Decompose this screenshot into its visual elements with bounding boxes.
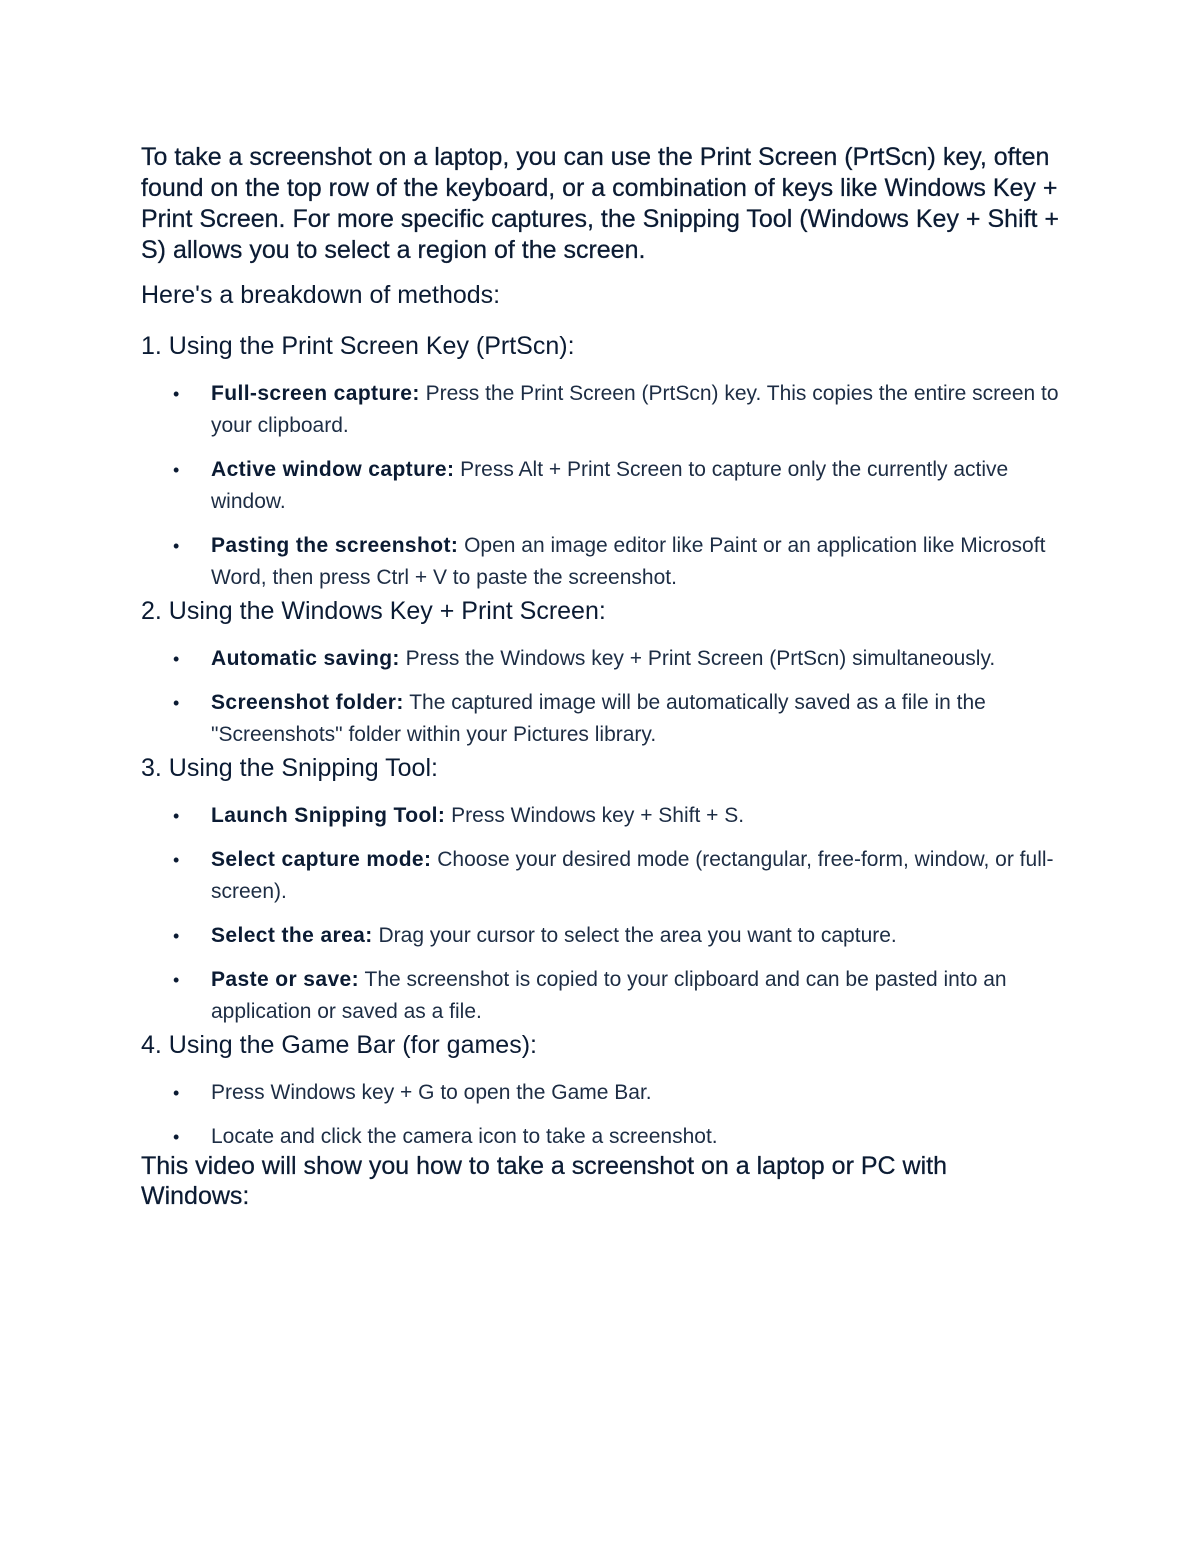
item-term: Select capture mode: [211, 848, 432, 871]
bullet-icon: • [173, 649, 180, 669]
bullet-icon: • [173, 384, 180, 404]
list-item [141, 1121, 1061, 1153]
item-term: Active window capture: [211, 458, 455, 481]
item-text: Open an image editor like Paint or an application like Microsoft Word, then press Ctrl + V to paste the screenshot. [211, 534, 1046, 589]
item-text: Choose your desired mode (rectangular, free-form, window, or full-screen). [211, 848, 1054, 903]
list-item [141, 920, 1061, 952]
item-term: Launch Snipping Tool: [211, 804, 446, 827]
bullet-icon: • [173, 536, 180, 556]
bullet-icon: • [173, 806, 180, 826]
item-text: The screenshot is copied to your clipboard and can be pasted into an application or saved as a file. [211, 968, 1007, 1023]
item-text: Press the Print Screen (PrtScn) key. This copies the entire screen to your clipboard. [211, 382, 1059, 437]
list-item [141, 1077, 1061, 1109]
section-heading: 4. Using the Game Bar (for games): [141, 1031, 537, 1059]
bullet-list [141, 800, 1061, 1028]
list-item [141, 643, 1061, 675]
section-windows-print-screen [141, 596, 1061, 751]
document-content [141, 142, 1061, 1211]
section-heading: 3. Using the Snipping Tool: [141, 754, 438, 782]
methods-lead: Here's a breakdown of methods: [141, 281, 501, 309]
list-item [141, 800, 1061, 832]
bullet-icon: • [173, 926, 180, 946]
bullet-list [141, 643, 1061, 751]
item-term: Automatic saving: [211, 647, 400, 670]
item-text: Locate and click the camera icon to take a screenshot. [211, 1125, 718, 1148]
bullet-list [141, 1077, 1061, 1153]
list-item [141, 844, 1061, 908]
item-term: Paste or save: [211, 968, 360, 991]
list-item [141, 378, 1061, 442]
section-game-bar [141, 1030, 1061, 1153]
section-heading: 2. Using the Windows Key + Print Screen: [141, 597, 606, 625]
item-text: The captured image will be automatically saved as a file in the "Screenshots" folder within your Pictures library. [211, 691, 986, 746]
bullet-icon: • [173, 460, 180, 480]
section-snipping-tool [141, 753, 1061, 1028]
list-item [141, 530, 1061, 594]
item-text: Press the Windows key + Print Screen (PrtScn) simultaneously. [399, 647, 996, 670]
bullet-icon: • [173, 1127, 180, 1147]
intro-paragraph: To take a screenshot on a laptop, you can use the Print Screen (PrtScn) key, often found on the top row of the keyboard, or a combination of keys like Windows Key + Print Screen. For more specific captures, the Snipping Tool (Windows Key + Shift + S) allows you to select a region of the screen. [141, 143, 1060, 264]
bullet-icon: • [173, 850, 180, 870]
item-text: Press Windows key + Shift + S. [445, 804, 745, 827]
bullet-icon: • [173, 970, 180, 990]
item-term: Pasting the screenshot: [211, 534, 459, 557]
item-text: Press Windows key + G to open the Game Bar. [211, 1081, 652, 1104]
item-text: Press Alt + Print Screen to capture only the currently active window. [211, 458, 1009, 513]
list-item [141, 687, 1061, 751]
bullet-icon: • [173, 1083, 180, 1103]
list-item [141, 454, 1061, 518]
item-text: Drag your cursor to select the area you want to capture. [372, 924, 897, 947]
item-term: Full-screen capture: [211, 382, 420, 405]
list-item [141, 964, 1061, 1028]
section-heading: 1. Using the Print Screen Key (PrtScn): [141, 332, 575, 360]
section-print-screen [141, 331, 1061, 594]
item-term: Screenshot folder: [211, 691, 404, 714]
item-term: Select the area: [211, 924, 373, 947]
bullet-list [141, 378, 1061, 594]
bullet-icon: • [173, 693, 180, 713]
closing-paragraph: This video will show you how to take a screenshot on a laptop or PC with Windows: [141, 1152, 947, 1210]
